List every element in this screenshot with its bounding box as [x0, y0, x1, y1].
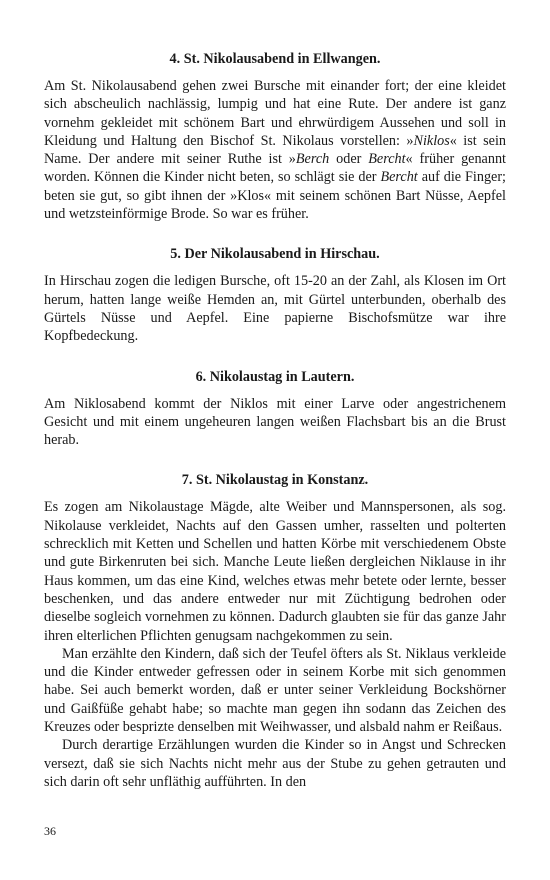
paragraph [44, 498, 506, 644]
text-run: Man erzählte den Kindern, daß sich der Teufel öfters als St. Niklaus verkleide und die Kinder entweder gefressen oder in seinem Korbe mit sich genommen habe. Sei auch bemerkt worden, daß er unter seiner Verkleidung Bockshörner und Gaißfüße gehabt habe; so machte man gegen ihn sodann das Zeichen des Kreuzes oder besprizte denselben mit Weihwasser, und alsbald nahm er Reißaus. [44, 645, 506, 736]
section-heading: 4. St. Nikolausabend in Ellwangen. [169, 51, 381, 67]
text-run: In Hirschau zogen die ledigen Bursche, oft 15-20 an der Zahl, als Klosen im Ort herum, hatten lange weiße Hemden an, mit Gürtel unterbunden, oberhalb des Gürtels Nüsse und Aepfel. Eine papierne Bischofsmütze war ihre Kopfbedeckung. [44, 273, 506, 345]
italic-text: Berch [295, 151, 330, 168]
paragraph [44, 77, 506, 223]
text-run: « früher genannt worden. Können die Kinder nicht beten, so schlägt sie der [44, 151, 506, 186]
page-body [44, 50, 506, 813]
italic-text: Niklos [413, 132, 450, 149]
paragraph [44, 645, 506, 736]
text-run: Am St. Nikolausabend gehen zwei Bursche mit einander fort; der eine kleidet sich abscheulich nachlässig, lumpig und hat eine Rute. Der andere ist ganz vornehm gekleidet mit schönem Bart und ehrwürdigem Aussehen und soll in Kleidung und Haltung den Bischof St. Nikolaus vorstellen: » [44, 78, 506, 149]
paragraph [44, 272, 506, 345]
section [44, 245, 506, 345]
text-run: Am Niklosabend kommt der Niklos mit einer Larve oder angestrichenem Gesicht und mit einem ungeheuren langen weißen Flachsbart bis an die Brust herab. [44, 395, 506, 449]
paragraph [44, 395, 506, 450]
text-run: auf die Finger; beten sie gut, so gibt ihnen der »Klos« mit seinem schönen Bart Nüsse, Aepfel und wetzsteinförmige Brode. So war es früher. [44, 169, 506, 223]
section-heading: 6. Nikolaustag in Lautern. [195, 368, 355, 385]
section [44, 471, 506, 791]
section-heading: 7. St. Nikolaustag in Konstanz. [181, 472, 369, 489]
italic-text: Bercht [368, 151, 406, 168]
text-run: « ist sein Name. Der andere mit seiner Ruthe ist » [44, 132, 506, 168]
section-heading: 5. Der Nikolausabend in Hirschau. [170, 246, 380, 263]
section [44, 50, 506, 223]
text-run: Durch derartige Erzählungen wurden die Kinder so in Angst und Schrecken versezt, daß sie sich Nachts nicht mehr aus der Stube zu gehen getrauten und sich darin oft sehr unfläthig aufführten. In den [44, 737, 506, 790]
text-run: oder [329, 151, 369, 168]
text-run: Es zogen am Nikolaustage Mägde, alte Weiber und Mannspersonen, als sog. Nikolause verkleidet, Nachts auf den Gassen umher, rasselten und polterten schrecklich mit Ketten und Schellen und hatten Körbe mit verschiedenem Obste und gute Birkenruten bei sich. Manche Leute ließen dergleichen Niklause in ihr Haus kommen, um das eine Kind, welches etwas mehr betete oder lernte, besser beschenken, und das andere entweder nur mit Züchtigung bedrohen oder dieselbe sogleich vornehmen zu können. Dadurch glaubten sie für das ganze Jahr ihren elterlichen Pflichten genugsam nachgekommen zu sein. [44, 499, 506, 644]
italic-text: Bercht [380, 169, 418, 186]
paragraph [44, 736, 506, 791]
section [44, 368, 506, 450]
page-number: 36 [44, 824, 56, 838]
